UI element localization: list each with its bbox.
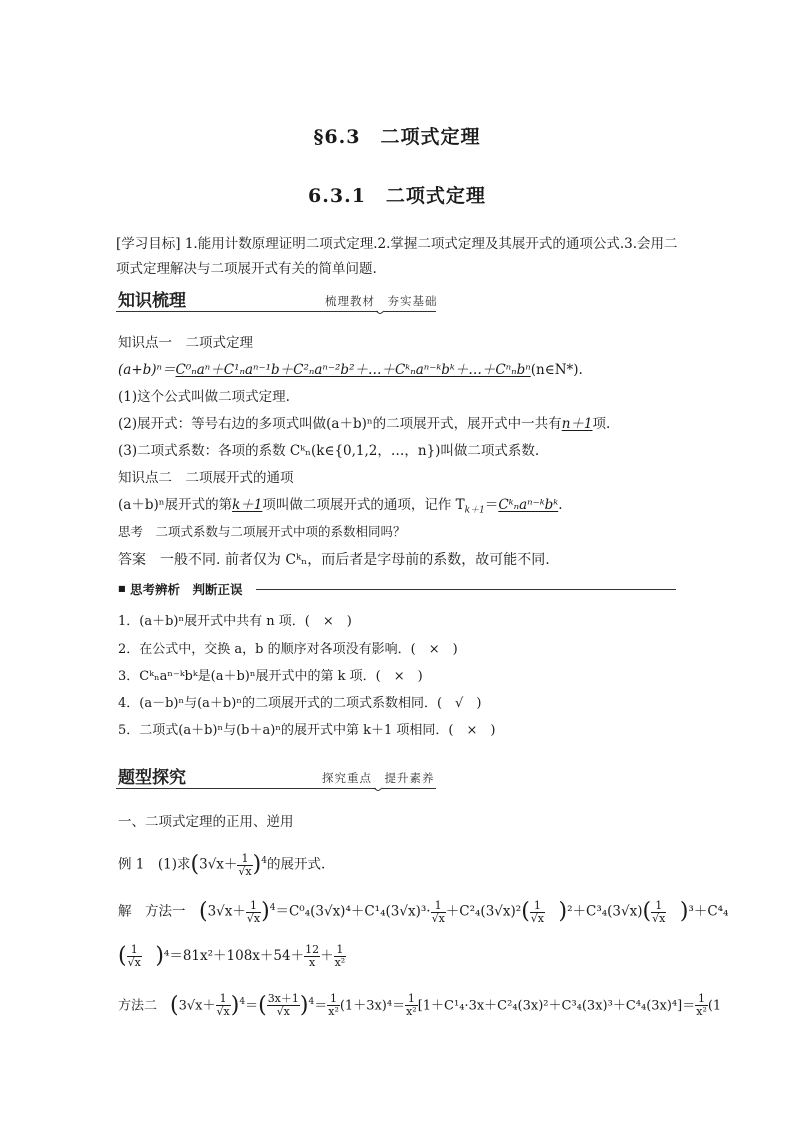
point2-title: 知识点二 二项展开式的通项 xyxy=(118,470,294,486)
frac-1-over-sqrtx xyxy=(127,944,142,969)
answer-label: 答案 xyxy=(118,552,146,568)
frac-den: √x xyxy=(127,956,141,969)
answer-text: 一般不同. 前者仅为 Cᵏₙ，而后者是字母前的系数，故可能不同. xyxy=(146,552,550,568)
frac-num: 1 xyxy=(327,993,340,1006)
frac-num: 1 xyxy=(405,993,418,1006)
general-prefix: (a＋b)ⁿ展开式的第 xyxy=(118,497,233,513)
frac-num: 3x＋1 xyxy=(267,992,299,1006)
frac-den: √x xyxy=(246,911,261,925)
frac-den: x² xyxy=(406,1005,417,1019)
item-1: (1)这个公式叫做二项式定理. xyxy=(118,389,290,405)
general-term-formula: Cᵏₙaⁿ⁻ᵏbᵏ xyxy=(498,497,559,513)
paren-close: ) xyxy=(230,992,240,1018)
binomial-formula xyxy=(118,360,583,380)
goal-text: 1.能用计数原理证明二项式定理.2.掌握二项式定理及其展开式的通项公式.3.会用二项式定理解决与二项展开式有关的简单问题. xyxy=(116,236,678,277)
exponent: 4 xyxy=(239,997,246,1007)
example-text-a: (1)求 xyxy=(157,856,191,873)
frac-den: √x xyxy=(431,911,445,925)
formula-lhs: (a+b)ⁿ＝ xyxy=(118,362,176,378)
subsection-title: 6.3.1 二项式定理 xyxy=(308,185,486,207)
frac-den: √x xyxy=(216,1005,230,1019)
explore-tagline: 探究重点 提升素养 xyxy=(322,771,435,785)
think-answer xyxy=(118,550,550,570)
general-term xyxy=(118,495,563,521)
item-2-prefix: (2)展开式：等号右边的多项式叫做(a＋b)ⁿ的二项展开式，展开式中一共有 xyxy=(118,416,562,432)
paren-open: ( xyxy=(118,943,127,969)
frac-1-over-sqrtx xyxy=(651,900,666,925)
method1-text-c: ²＋C³₄(3√x) xyxy=(567,903,643,920)
general-end: . xyxy=(558,497,563,513)
method1-result: ⁴＝81x²＋108x＋54＋ xyxy=(163,948,305,964)
explore-rule-notch xyxy=(374,785,382,791)
judge-item-text: 4．(a－b)ⁿ与(a＋b)ⁿ的二项展开式的二项式系数相同．( xyxy=(118,696,443,711)
paren-open: ( xyxy=(170,992,179,1018)
method1-line2 xyxy=(118,938,346,974)
goal-label: [学习目标] xyxy=(116,236,181,252)
method2-label: 方法二 xyxy=(118,998,158,1014)
knowledge-rule-left xyxy=(116,311,378,312)
term-3sqrtx: 3√x xyxy=(207,903,233,920)
explore-rule-right xyxy=(382,788,436,789)
formula-rhs: C⁰ₙaⁿ＋C¹ₙaⁿ⁻¹b＋C²ₙaⁿ⁻²b²＋…＋Cᵏₙaⁿ⁻ᵏbᵏ＋…＋Cⁿₙbⁿ xyxy=(175,362,531,378)
paren-close: ) xyxy=(155,943,164,969)
frac-den: x² xyxy=(334,956,346,969)
frac-1-over-x2 xyxy=(334,944,347,969)
equals-sign: ＝ xyxy=(245,998,259,1014)
frac-num: 12 xyxy=(305,943,320,956)
paren-close: ) xyxy=(558,899,568,924)
explore-rule-left xyxy=(116,788,376,789)
formula-cond: (n∈N*). xyxy=(530,362,583,378)
paren-close: ) xyxy=(679,899,689,924)
general-sub: k＋1 xyxy=(464,505,485,516)
expr-exponent: 4 xyxy=(261,856,267,866)
part1-heading: 一、二项式定理的正用、逆用 xyxy=(118,814,294,830)
judge-item-2 xyxy=(118,640,458,660)
judge-title: 思考辨析 判断正误 xyxy=(130,582,243,597)
expr-3sqrtx: 3√x xyxy=(199,856,224,873)
frac-num: 1 xyxy=(216,993,231,1006)
solution-label: 解 xyxy=(118,903,132,920)
judge-item-mark: × xyxy=(393,669,405,684)
frac-1-over-sqrtx xyxy=(216,993,231,1018)
method1-text-a: ＝C⁰₄(3√x)⁴＋C¹₄(3√x)³· xyxy=(275,903,431,920)
frac-num: 1 xyxy=(246,900,261,913)
think-text: 二项式系数与二项展开式中项的系数相同吗？ xyxy=(143,524,406,539)
judge-item-mark: × xyxy=(466,723,478,738)
method1-text-d: ³＋C⁴₄ xyxy=(688,903,729,920)
judge-item-1 xyxy=(118,612,352,632)
point1-title: 知识点一 二项式定理 xyxy=(118,335,253,351)
method1-text-b: ＋C²₄(3√x)² xyxy=(445,903,522,920)
judge-item-5 xyxy=(118,721,495,741)
judge-item-end: ) xyxy=(490,723,496,738)
example-1 xyxy=(118,844,325,878)
frac-den: √x xyxy=(276,1005,290,1019)
paren-open: ( xyxy=(199,899,208,924)
term-3sqrtx: 3√x xyxy=(178,998,203,1014)
example-text-b: 的展开式. xyxy=(266,856,326,873)
method1-label: 方法一 xyxy=(145,903,186,920)
knowledge-tagline: 梳理教材 夯实基础 xyxy=(325,294,438,308)
general-eq: ＝ xyxy=(484,497,499,513)
think-question xyxy=(118,522,406,542)
item-3: (3)二项式系数：各项的系数 Cᵏₙ(k∈{0,1,2，…，n})叫做二项式系数. xyxy=(118,443,540,459)
plus-sign: ＋ xyxy=(202,998,216,1014)
frac-1-over-sqrtx xyxy=(246,900,261,925)
example-label: 例 1 xyxy=(118,856,145,873)
method2-text-end: (1 xyxy=(707,998,722,1014)
judge-item-mark: × xyxy=(428,642,440,657)
frac-num: 1 xyxy=(431,900,446,913)
knowledge-rule-notch xyxy=(376,308,384,314)
frac-num: 1 xyxy=(695,993,708,1006)
plus-sign: ＋ xyxy=(320,948,334,964)
judge-item-end: ) xyxy=(417,669,423,684)
paren-close: ) xyxy=(299,992,309,1018)
frac-1-over-x2 xyxy=(327,993,340,1018)
item-2 xyxy=(118,414,610,434)
judge-item-end: ) xyxy=(346,614,352,629)
judge-item-mark: √ xyxy=(455,696,464,711)
section-title: §6.3 二项式定理 xyxy=(313,126,481,148)
learning-goals xyxy=(116,232,681,282)
judge-item-4 xyxy=(118,694,481,714)
frac-1-over-x2 xyxy=(695,993,708,1018)
paren-close: ) xyxy=(261,899,270,924)
judge-item-end: ) xyxy=(476,696,482,711)
judge-item-text: 3．Cᵏₙaⁿ⁻ᵏbᵏ是(a＋b)ⁿ展开式中的第 k 项．( xyxy=(118,669,381,684)
frac-1-over-sqrtx xyxy=(530,900,545,925)
explore-heading: 题型探究 xyxy=(118,768,186,788)
judge-rule xyxy=(256,589,676,590)
general-mid: 项叫做二项展开式的通项，记作 T xyxy=(262,497,465,513)
paren-open: ( xyxy=(258,992,267,1018)
item-2-suffix: 项. xyxy=(592,416,611,432)
frac-den: x xyxy=(308,956,316,969)
judge-item-mark: × xyxy=(322,614,334,629)
expr-paren-open: ( xyxy=(190,852,200,877)
method2-line xyxy=(118,984,721,1020)
judge-item-text: 5．二项式(a＋b)ⁿ与(b＋a)ⁿ的展开式中第 k＋1 项相同．( xyxy=(118,723,454,738)
judge-item-3 xyxy=(118,667,423,687)
method2-text-a: (1＋3x)⁴＝ xyxy=(339,998,406,1014)
frac-1-over-sqrtx xyxy=(237,853,252,878)
frac-den: x² xyxy=(328,1005,339,1019)
expr-paren-close: ) xyxy=(252,852,262,877)
judge-item-text: 2．在公式中，交换 a，b 的顺序对各项没有影响．( xyxy=(118,642,416,657)
frac-den: √x xyxy=(652,911,666,925)
knowledge-heading: 知识梳理 xyxy=(118,291,186,311)
frac-3x1-over-sqrtx xyxy=(267,993,300,1018)
expr-plus: ＋ xyxy=(223,856,238,873)
method2-text-b: [1＋C¹₄·3x＋C²₄(3x)²＋C³₄(3x)³＋C⁴₄(3x)⁴]＝ xyxy=(417,998,696,1014)
think-label: 思考 xyxy=(118,524,144,539)
equals-sign: ＝ xyxy=(314,998,328,1014)
exponent: 4 xyxy=(308,997,315,1007)
frac-12-over-x xyxy=(304,944,320,969)
paren-open: ( xyxy=(521,899,530,924)
frac-num: 1 xyxy=(530,900,545,913)
frac-num: 1 xyxy=(651,900,666,913)
judge-item-text: 1．(a＋b)ⁿ展开式中共有 n 项．( xyxy=(118,614,310,629)
judge-item-end: ) xyxy=(452,642,458,657)
frac-den: x² xyxy=(696,1005,707,1019)
method1-line1 xyxy=(118,890,728,926)
frac-den: √x xyxy=(238,864,252,878)
item-2-answer: n＋1 xyxy=(561,416,593,432)
frac-num: 1 xyxy=(237,853,252,866)
plus-sign: ＋ xyxy=(232,903,246,920)
paren-open: ( xyxy=(642,899,652,924)
frac-num: 1 xyxy=(334,944,347,957)
frac-num: 1 xyxy=(127,944,142,957)
knowledge-rule-right xyxy=(384,311,436,312)
frac-1-over-x2 xyxy=(405,993,418,1018)
general-answer: k＋1 xyxy=(232,497,263,513)
frac-den: √x xyxy=(530,911,544,925)
frac-1-over-sqrtx xyxy=(431,900,446,925)
judge-bullet-icon: ■ xyxy=(118,584,126,593)
exponent: 4 xyxy=(269,903,276,913)
